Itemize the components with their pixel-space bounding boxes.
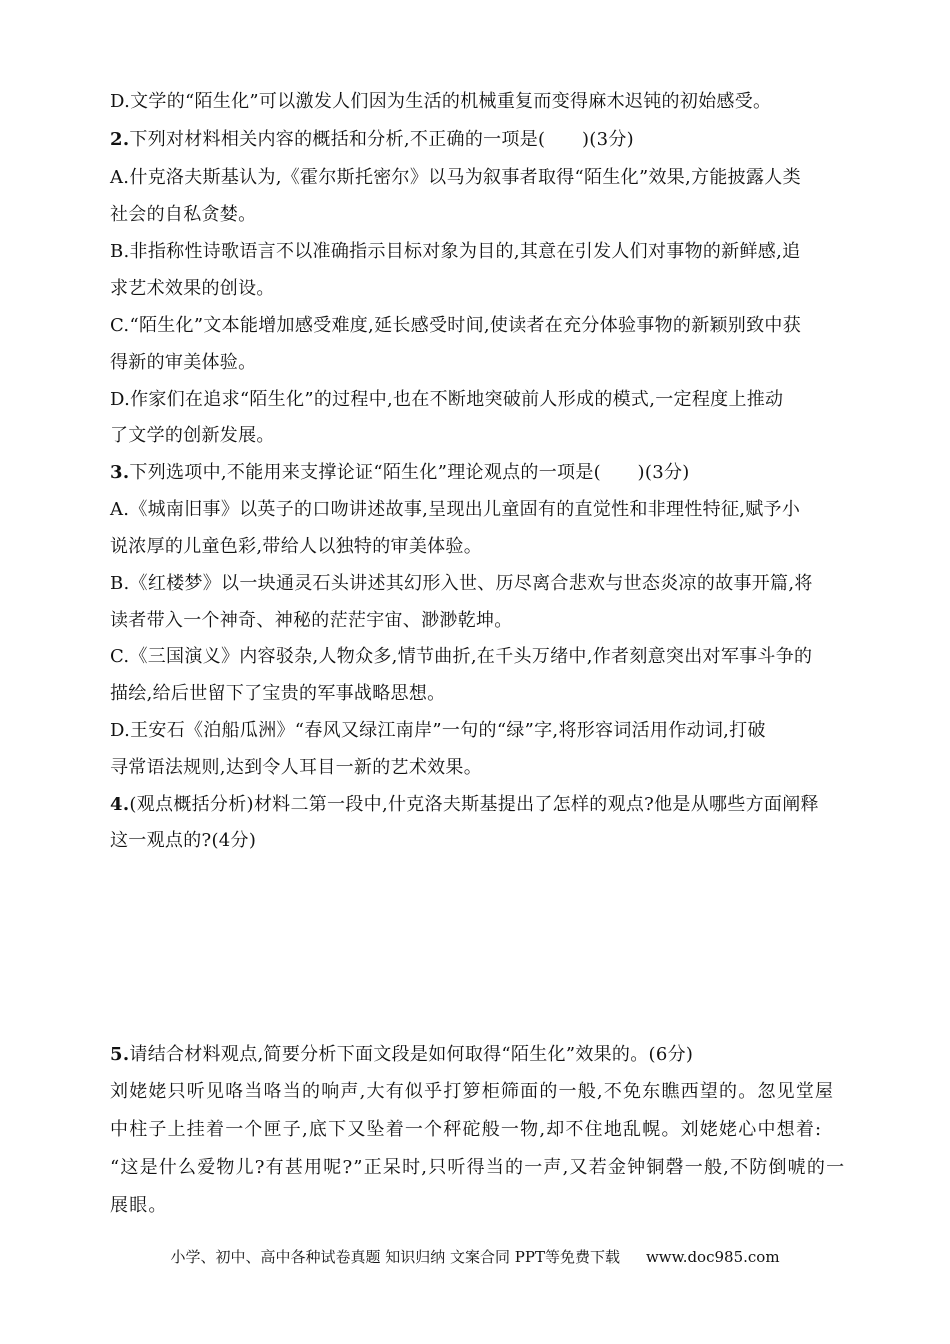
- option-3a-cont: 说浓厚的儿童色彩,带给人以独特的审美体验。: [110, 536, 483, 557]
- passage-line-2: 中柱子上挂着一个匣子,底下又坠着一个秤砣般一物,却不住地乱幌。刘姥姥心中想着:: [110, 1119, 823, 1140]
- question-5: 5.请结合材料观点,简要分析下面文段是如何取得“陌生化”效果的。(6分): [110, 1044, 694, 1065]
- option-2a: A.什克洛夫斯基认为,《霍尔斯托密尔》以马为叙事者取得“陌生化”效果,方能披露人类: [110, 167, 801, 188]
- page-footer: [0, 1247, 950, 1267]
- footer-url[interactable]: www.doc985.com: [645, 1248, 780, 1266]
- option-3c: C.《三国演义》内容驳杂,人物众多,情节曲折,在千头万绪中,作者刻意突出对军事斗争的: [110, 646, 813, 667]
- question-4: 4.(观点概括分析)材料二第一段中,什克洛夫斯基提出了怎样的观点?他是从哪些方面阐释: [110, 794, 819, 815]
- option-3a: A.《城南旧事》以英子的口吻讲述故事,呈现出儿童固有的直觉性和非理性特征,赋予小: [110, 499, 801, 520]
- question-number: 2.: [110, 129, 130, 150]
- question-4-cont: 这一观点的?(4分): [110, 830, 257, 851]
- option-3d-cont: 寻常语法规则,达到令人耳目一新的艺术效果。: [110, 757, 483, 778]
- option-1d: D.文学的“陌生化”可以激发人们因为生活的机械重复而变得麻木迟钝的初始感受。: [110, 91, 772, 112]
- option-2d: D.作家们在追求“陌生化”的过程中,也在不断地突破前人形成的模式,一定程度上推动: [110, 389, 784, 410]
- passage-line-4: 展眼。: [110, 1195, 168, 1216]
- option-3d: D.王安石《泊船瓜洲》“春风又绿江南岸”一句的“绿”字,将形容词活用作动词,打破: [110, 720, 766, 741]
- option-3b: B.《红楼梦》以一块通灵石头讲述其幻形入世、历尽离合悲欢与世态炎凉的故事开篇,将: [110, 573, 813, 594]
- option-2c: C.“陌生化”文本能增加感受难度,延长感受时间,使读者在充分体验事物的新颖别致中获: [110, 315, 801, 336]
- option-2d-cont: 了文学的创新发展。: [110, 425, 275, 446]
- option-3c-cont: 描绘,给后世留下了宝贵的军事战略思想。: [110, 683, 446, 704]
- footer-text: 小学、初中、高中各种试卷真题 知识归纳 文案合同 PPT等免费下载: [170, 1248, 620, 1266]
- option-2b-cont: 求艺术效果的创设。: [110, 278, 275, 299]
- passage-line-3: “这是什么爱物儿?有甚用呢?”正呆时,只听得当的一声,又若金钟铜磬一般,不防倒唬的一: [110, 1157, 846, 1178]
- passage-line-1: 刘姥姥只听见咯当咯当的响声,大有似乎打箩柜筛面的一般,不免东瞧西望的。忽见堂屋: [110, 1081, 835, 1102]
- option-2b: B.非指称性诗歌语言不以准确指示目标对象为目的,其意在引发人们对事物的新鲜感,追: [110, 241, 801, 262]
- option-2c-cont: 得新的审美体验。: [110, 352, 257, 373]
- question-number: 3.: [110, 462, 130, 483]
- question-2: 2.下列对材料相关内容的概括和分析,不正确的一项是( )(3分): [110, 129, 634, 150]
- question-3: 3.下列选项中,不能用来支撑论证“陌生化”理论观点的一项是( )(3分): [110, 462, 690, 483]
- option-2a-cont: 社会的自私贪婪。: [110, 204, 257, 225]
- question-number: 5.: [110, 1044, 130, 1065]
- option-3b-cont: 读者带入一个神奇、神秘的茫茫宇宙、渺渺乾坤。: [110, 610, 513, 631]
- question-number: 4.: [110, 794, 130, 815]
